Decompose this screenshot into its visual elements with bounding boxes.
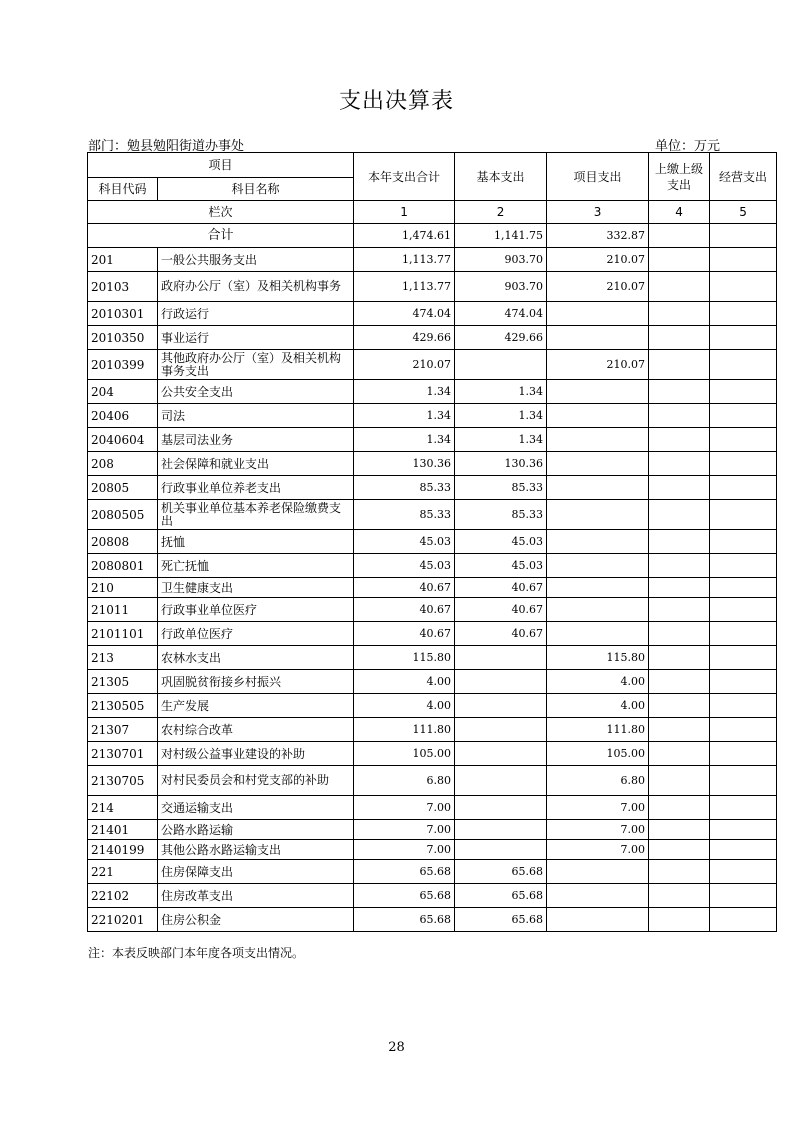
total-cell: 1,113.77 bbox=[354, 272, 455, 302]
table-row bbox=[88, 796, 777, 820]
upper-cell bbox=[649, 766, 710, 796]
project-cell bbox=[547, 500, 649, 530]
name-cell: 其他政府办公厅（室）及相关机构事务支出 bbox=[158, 350, 354, 380]
business-cell bbox=[710, 796, 777, 820]
total-cell: 130.36 bbox=[354, 452, 455, 476]
project-cell bbox=[547, 908, 649, 932]
total-label: 合计 bbox=[88, 224, 354, 248]
project-cell: 4.00 bbox=[547, 694, 649, 718]
project-cell: 210.07 bbox=[547, 272, 649, 302]
project-cell bbox=[547, 598, 649, 622]
upper-cell bbox=[649, 646, 710, 670]
basic-cell: 65.68 bbox=[455, 860, 547, 884]
total-cell: 1.34 bbox=[354, 380, 455, 404]
project-cell: 105.00 bbox=[547, 742, 649, 766]
total-cell: 111.80 bbox=[354, 718, 455, 742]
table-row bbox=[88, 742, 777, 766]
code-cell: 21307 bbox=[88, 718, 158, 742]
code-cell: 2080505 bbox=[88, 500, 158, 530]
business-cell bbox=[710, 350, 777, 380]
name-cell: 基层司法业务 bbox=[158, 428, 354, 452]
upper-cell bbox=[649, 224, 710, 248]
total-cell: 1,474.61 bbox=[354, 224, 455, 248]
table-row bbox=[88, 428, 777, 452]
total-cell: 45.03 bbox=[354, 530, 455, 554]
code-cell: 20406 bbox=[88, 404, 158, 428]
basic-cell: 40.67 bbox=[455, 598, 547, 622]
column-2: 2 bbox=[455, 201, 547, 224]
basic-cell bbox=[455, 840, 547, 860]
project-cell: 7.00 bbox=[547, 840, 649, 860]
header-project: 项目支出 bbox=[547, 153, 649, 201]
upper-cell bbox=[649, 248, 710, 272]
code-cell: 2010350 bbox=[88, 326, 158, 350]
table-row bbox=[88, 694, 777, 718]
table-row bbox=[88, 766, 777, 796]
upper-cell bbox=[649, 476, 710, 500]
table-row bbox=[88, 908, 777, 932]
project-cell: 210.07 bbox=[547, 248, 649, 272]
basic-cell: 65.68 bbox=[455, 908, 547, 932]
table-row bbox=[88, 452, 777, 476]
total-row bbox=[88, 224, 777, 248]
total-cell: 4.00 bbox=[354, 694, 455, 718]
total-cell: 1.34 bbox=[354, 404, 455, 428]
name-cell: 行政运行 bbox=[158, 302, 354, 326]
table-row bbox=[88, 476, 777, 500]
business-cell bbox=[710, 742, 777, 766]
name-cell: 巩固脱贫衔接乡村振兴 bbox=[158, 670, 354, 694]
project-cell: 7.00 bbox=[547, 820, 649, 840]
table-row bbox=[88, 860, 777, 884]
total-cell: 7.00 bbox=[354, 820, 455, 840]
column-3: 3 bbox=[547, 201, 649, 224]
business-cell bbox=[710, 860, 777, 884]
business-cell bbox=[710, 622, 777, 646]
page-title: 支出决算表 bbox=[338, 89, 454, 114]
name-cell: 社会保障和就业支出 bbox=[158, 452, 354, 476]
table-row bbox=[88, 718, 777, 742]
table-row bbox=[88, 500, 777, 530]
basic-cell bbox=[455, 718, 547, 742]
business-cell bbox=[710, 884, 777, 908]
total-cell: 4.00 bbox=[354, 670, 455, 694]
code-cell: 2080801 bbox=[88, 554, 158, 578]
basic-cell: 429.66 bbox=[455, 326, 547, 350]
name-cell: 死亡抚恤 bbox=[158, 554, 354, 578]
name-cell: 生产发展 bbox=[158, 694, 354, 718]
name-cell: 政府办公厅（室）及相关机构事务 bbox=[158, 272, 354, 302]
total-cell: 1,113.77 bbox=[354, 248, 455, 272]
name-cell: 事业运行 bbox=[158, 326, 354, 350]
code-cell: 2010301 bbox=[88, 302, 158, 326]
upper-cell bbox=[649, 554, 710, 578]
basic-cell: 85.33 bbox=[455, 476, 547, 500]
header-code: 科目代码 bbox=[88, 178, 158, 201]
basic-cell: 45.03 bbox=[455, 554, 547, 578]
name-cell: 行政事业单位养老支出 bbox=[158, 476, 354, 500]
project-cell: 210.07 bbox=[547, 350, 649, 380]
project-cell bbox=[547, 860, 649, 884]
business-cell bbox=[710, 820, 777, 840]
name-cell: 卫生健康支出 bbox=[158, 578, 354, 598]
project-cell bbox=[547, 578, 649, 598]
project-cell bbox=[547, 884, 649, 908]
column-number-row bbox=[88, 201, 777, 224]
upper-cell bbox=[649, 404, 710, 428]
business-cell bbox=[710, 380, 777, 404]
name-cell: 农村综合改革 bbox=[158, 718, 354, 742]
column-label: 栏次 bbox=[88, 201, 354, 224]
table-row bbox=[88, 272, 777, 302]
business-cell bbox=[710, 694, 777, 718]
upper-cell bbox=[649, 380, 710, 404]
total-cell: 40.67 bbox=[354, 622, 455, 646]
basic-cell bbox=[455, 646, 547, 670]
total-cell: 65.68 bbox=[354, 884, 455, 908]
table-row bbox=[88, 380, 777, 404]
code-cell: 22102 bbox=[88, 884, 158, 908]
project-cell bbox=[547, 622, 649, 646]
name-cell: 其他公路水路运输支出 bbox=[158, 840, 354, 860]
header-business: 经营支出 bbox=[710, 153, 777, 201]
table-row bbox=[88, 670, 777, 694]
project-cell bbox=[547, 302, 649, 326]
table-row bbox=[88, 248, 777, 272]
name-cell: 住房改革支出 bbox=[158, 884, 354, 908]
table-row bbox=[88, 554, 777, 578]
project-cell: 111.80 bbox=[547, 718, 649, 742]
table-note: 注：本表反映部门本年度各项支出情况。 bbox=[88, 946, 305, 960]
header-item: 项目 bbox=[88, 153, 354, 178]
name-cell: 公共安全支出 bbox=[158, 380, 354, 404]
code-cell: 204 bbox=[88, 380, 158, 404]
name-cell: 对村民委员会和村党支部的补助 bbox=[158, 766, 354, 796]
unit-label: 单位：万元 bbox=[655, 139, 721, 154]
table-row bbox=[88, 622, 777, 646]
header-name: 科目名称 bbox=[158, 178, 354, 201]
project-cell bbox=[547, 404, 649, 428]
business-cell bbox=[710, 326, 777, 350]
code-cell: 2101101 bbox=[88, 622, 158, 646]
basic-cell: 85.33 bbox=[455, 500, 547, 530]
upper-cell bbox=[649, 530, 710, 554]
project-cell: 4.00 bbox=[547, 670, 649, 694]
project-cell bbox=[547, 530, 649, 554]
basic-cell: 40.67 bbox=[455, 578, 547, 598]
project-cell bbox=[547, 380, 649, 404]
total-cell: 1.34 bbox=[354, 428, 455, 452]
business-cell bbox=[710, 452, 777, 476]
basic-cell bbox=[455, 820, 547, 840]
total-cell: 6.80 bbox=[354, 766, 455, 796]
total-cell: 210.07 bbox=[354, 350, 455, 380]
upper-cell bbox=[649, 272, 710, 302]
business-cell bbox=[710, 476, 777, 500]
upper-cell bbox=[649, 302, 710, 326]
project-cell: 115.80 bbox=[547, 646, 649, 670]
business-cell bbox=[710, 404, 777, 428]
total-cell: 45.03 bbox=[354, 554, 455, 578]
name-cell: 农林水支出 bbox=[158, 646, 354, 670]
basic-cell: 130.36 bbox=[455, 452, 547, 476]
total-cell: 474.04 bbox=[354, 302, 455, 326]
table-row bbox=[88, 530, 777, 554]
name-cell: 机关事业单位基本养老保险缴费支出 bbox=[158, 500, 354, 530]
name-cell: 行政事业单位医疗 bbox=[158, 598, 354, 622]
project-cell: 6.80 bbox=[547, 766, 649, 796]
business-cell bbox=[710, 500, 777, 530]
total-cell: 85.33 bbox=[354, 476, 455, 500]
project-cell bbox=[547, 476, 649, 500]
upper-cell bbox=[649, 622, 710, 646]
basic-cell: 1.34 bbox=[455, 428, 547, 452]
table-row bbox=[88, 884, 777, 908]
total-cell: 85.33 bbox=[354, 500, 455, 530]
business-cell bbox=[710, 554, 777, 578]
code-cell: 213 bbox=[88, 646, 158, 670]
table-row bbox=[88, 598, 777, 622]
name-cell: 交通运输支出 bbox=[158, 796, 354, 820]
business-cell bbox=[710, 598, 777, 622]
total-cell: 65.68 bbox=[354, 860, 455, 884]
project-cell: 7.00 bbox=[547, 796, 649, 820]
basic-cell: 1,141.75 bbox=[455, 224, 547, 248]
business-cell bbox=[710, 578, 777, 598]
basic-cell: 65.68 bbox=[455, 884, 547, 908]
total-cell: 429.66 bbox=[354, 326, 455, 350]
upper-cell bbox=[649, 840, 710, 860]
upper-cell bbox=[649, 500, 710, 530]
upper-cell bbox=[649, 718, 710, 742]
basic-cell bbox=[455, 350, 547, 380]
business-cell bbox=[710, 248, 777, 272]
code-cell: 2130505 bbox=[88, 694, 158, 718]
name-cell: 住房保障支出 bbox=[158, 860, 354, 884]
total-cell: 65.68 bbox=[354, 908, 455, 932]
total-cell: 7.00 bbox=[354, 840, 455, 860]
business-cell bbox=[710, 718, 777, 742]
total-cell: 115.80 bbox=[354, 646, 455, 670]
table-row bbox=[88, 302, 777, 326]
code-cell: 2140199 bbox=[88, 840, 158, 860]
name-cell: 一般公共服务支出 bbox=[158, 248, 354, 272]
code-cell: 20103 bbox=[88, 272, 158, 302]
code-cell: 2010399 bbox=[88, 350, 158, 380]
business-cell bbox=[710, 272, 777, 302]
code-cell: 21401 bbox=[88, 820, 158, 840]
total-cell: 105.00 bbox=[354, 742, 455, 766]
business-cell bbox=[710, 766, 777, 796]
page-number: 28 bbox=[388, 1040, 405, 1055]
project-cell bbox=[547, 452, 649, 476]
upper-cell bbox=[649, 884, 710, 908]
total-cell: 40.67 bbox=[354, 578, 455, 598]
column-1: 1 bbox=[354, 201, 455, 224]
name-cell: 住房公积金 bbox=[158, 908, 354, 932]
header-upper: 上缴上级支出 bbox=[649, 153, 710, 201]
basic-cell bbox=[455, 670, 547, 694]
header-row-1 bbox=[88, 153, 777, 178]
department-label: 部门：勉县勉阳街道办事处 bbox=[88, 139, 245, 154]
header-basic: 基本支出 bbox=[455, 153, 547, 201]
business-cell bbox=[710, 428, 777, 452]
table-row bbox=[88, 326, 777, 350]
column-5: 5 bbox=[710, 201, 777, 224]
upper-cell bbox=[649, 350, 710, 380]
basic-cell: 1.34 bbox=[455, 380, 547, 404]
upper-cell bbox=[649, 860, 710, 884]
upper-cell bbox=[649, 742, 710, 766]
table-row bbox=[88, 350, 777, 380]
name-cell: 公路水路运输 bbox=[158, 820, 354, 840]
code-cell: 20808 bbox=[88, 530, 158, 554]
upper-cell bbox=[649, 694, 710, 718]
upper-cell bbox=[649, 796, 710, 820]
basic-cell: 40.67 bbox=[455, 622, 547, 646]
upper-cell bbox=[649, 428, 710, 452]
total-cell: 40.67 bbox=[354, 598, 455, 622]
upper-cell bbox=[649, 670, 710, 694]
business-cell bbox=[710, 646, 777, 670]
code-cell: 20805 bbox=[88, 476, 158, 500]
basic-cell bbox=[455, 766, 547, 796]
code-cell: 2040604 bbox=[88, 428, 158, 452]
upper-cell bbox=[649, 452, 710, 476]
column-4: 4 bbox=[649, 201, 710, 224]
code-cell: 201 bbox=[88, 248, 158, 272]
basic-cell bbox=[455, 796, 547, 820]
project-cell: 332.87 bbox=[547, 224, 649, 248]
table-row bbox=[88, 578, 777, 598]
basic-cell bbox=[455, 742, 547, 766]
upper-cell bbox=[649, 598, 710, 622]
table-row bbox=[88, 646, 777, 670]
upper-cell bbox=[649, 578, 710, 598]
upper-cell bbox=[649, 326, 710, 350]
project-cell bbox=[547, 428, 649, 452]
upper-cell bbox=[649, 908, 710, 932]
basic-cell: 903.70 bbox=[455, 248, 547, 272]
basic-cell: 474.04 bbox=[455, 302, 547, 326]
basic-cell: 903.70 bbox=[455, 272, 547, 302]
name-cell: 抚恤 bbox=[158, 530, 354, 554]
code-cell: 2130701 bbox=[88, 742, 158, 766]
project-cell bbox=[547, 326, 649, 350]
table-row bbox=[88, 820, 777, 840]
name-cell: 司法 bbox=[158, 404, 354, 428]
table-row bbox=[88, 404, 777, 428]
basic-cell bbox=[455, 694, 547, 718]
code-cell: 21305 bbox=[88, 670, 158, 694]
upper-cell bbox=[649, 820, 710, 840]
business-cell bbox=[710, 908, 777, 932]
code-cell: 214 bbox=[88, 796, 158, 820]
business-cell bbox=[710, 530, 777, 554]
code-cell: 2130705 bbox=[88, 766, 158, 796]
total-cell: 7.00 bbox=[354, 796, 455, 820]
table-row bbox=[88, 840, 777, 860]
code-cell: 208 bbox=[88, 452, 158, 476]
name-cell: 行政单位医疗 bbox=[158, 622, 354, 646]
business-cell bbox=[710, 840, 777, 860]
code-cell: 21011 bbox=[88, 598, 158, 622]
code-cell: 210 bbox=[88, 578, 158, 598]
business-cell bbox=[710, 224, 777, 248]
header-total: 本年支出合计 bbox=[354, 153, 455, 201]
business-cell bbox=[710, 670, 777, 694]
expenditure-table bbox=[87, 152, 777, 932]
basic-cell: 45.03 bbox=[455, 530, 547, 554]
project-cell bbox=[547, 554, 649, 578]
business-cell bbox=[710, 302, 777, 326]
code-cell: 2210201 bbox=[88, 908, 158, 932]
code-cell: 221 bbox=[88, 860, 158, 884]
name-cell: 对村级公益事业建设的补助 bbox=[158, 742, 354, 766]
basic-cell: 1.34 bbox=[455, 404, 547, 428]
